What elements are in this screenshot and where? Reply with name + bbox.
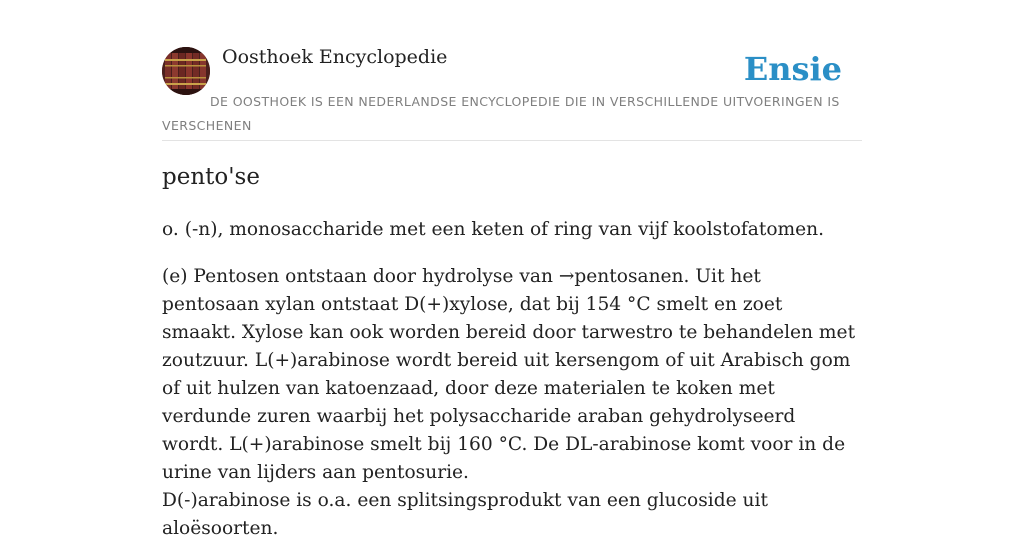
- entry-body: (e) Pentosen ontstaan door hydrolyse van →pentosanen. Uit het pentosaan xylan ontstaat D(+)xylose, dat bij 154 °C smelt en zoet smaakt. Xylose kan ook worden bereid door tarwestro te behandelen met zoutzuur. L(+)arabinose wordt bereid uit kersengom of uit Arabisch gom of uit hulzen van katoenzaad, door deze materialen te koken met verdunde zuren waarbij het polysaccharide araban gehydrolyseerd wordt. L(+)arabinose smelt bij 160 °C. De DL-arabinose komt voor in de urine van lijders aan pentosurie.: [162, 266, 856, 483]
- site-name[interactable]: Oosthoek Encyclopedie: [222, 46, 448, 68]
- ensie-logo-link[interactable]: Ensie: [743, 50, 842, 88]
- entry-body-second: D(-)arabinose is o.a. een splitsingsprodukt van een glucoside uit aloësoorten.: [162, 490, 768, 539]
- entry-definition: o. (-n), monosaccharide met een keten of ring van vijf koolstofatomen.: [162, 219, 825, 240]
- entry-term: pento'se: [162, 164, 260, 190]
- encyclopedia-books-avatar[interactable]: [162, 47, 210, 95]
- site-tagline: DE OOSTHOEK IS EEN NEDERLANDSE ENCYCLOPEDIE DIE IN VERSCHILLENDE UITVOERINGEN IS VERSCHENEN: [162, 94, 840, 133]
- site-header: [162, 0, 862, 141]
- books-icon: [162, 47, 210, 95]
- page-content: [162, 0, 862, 539]
